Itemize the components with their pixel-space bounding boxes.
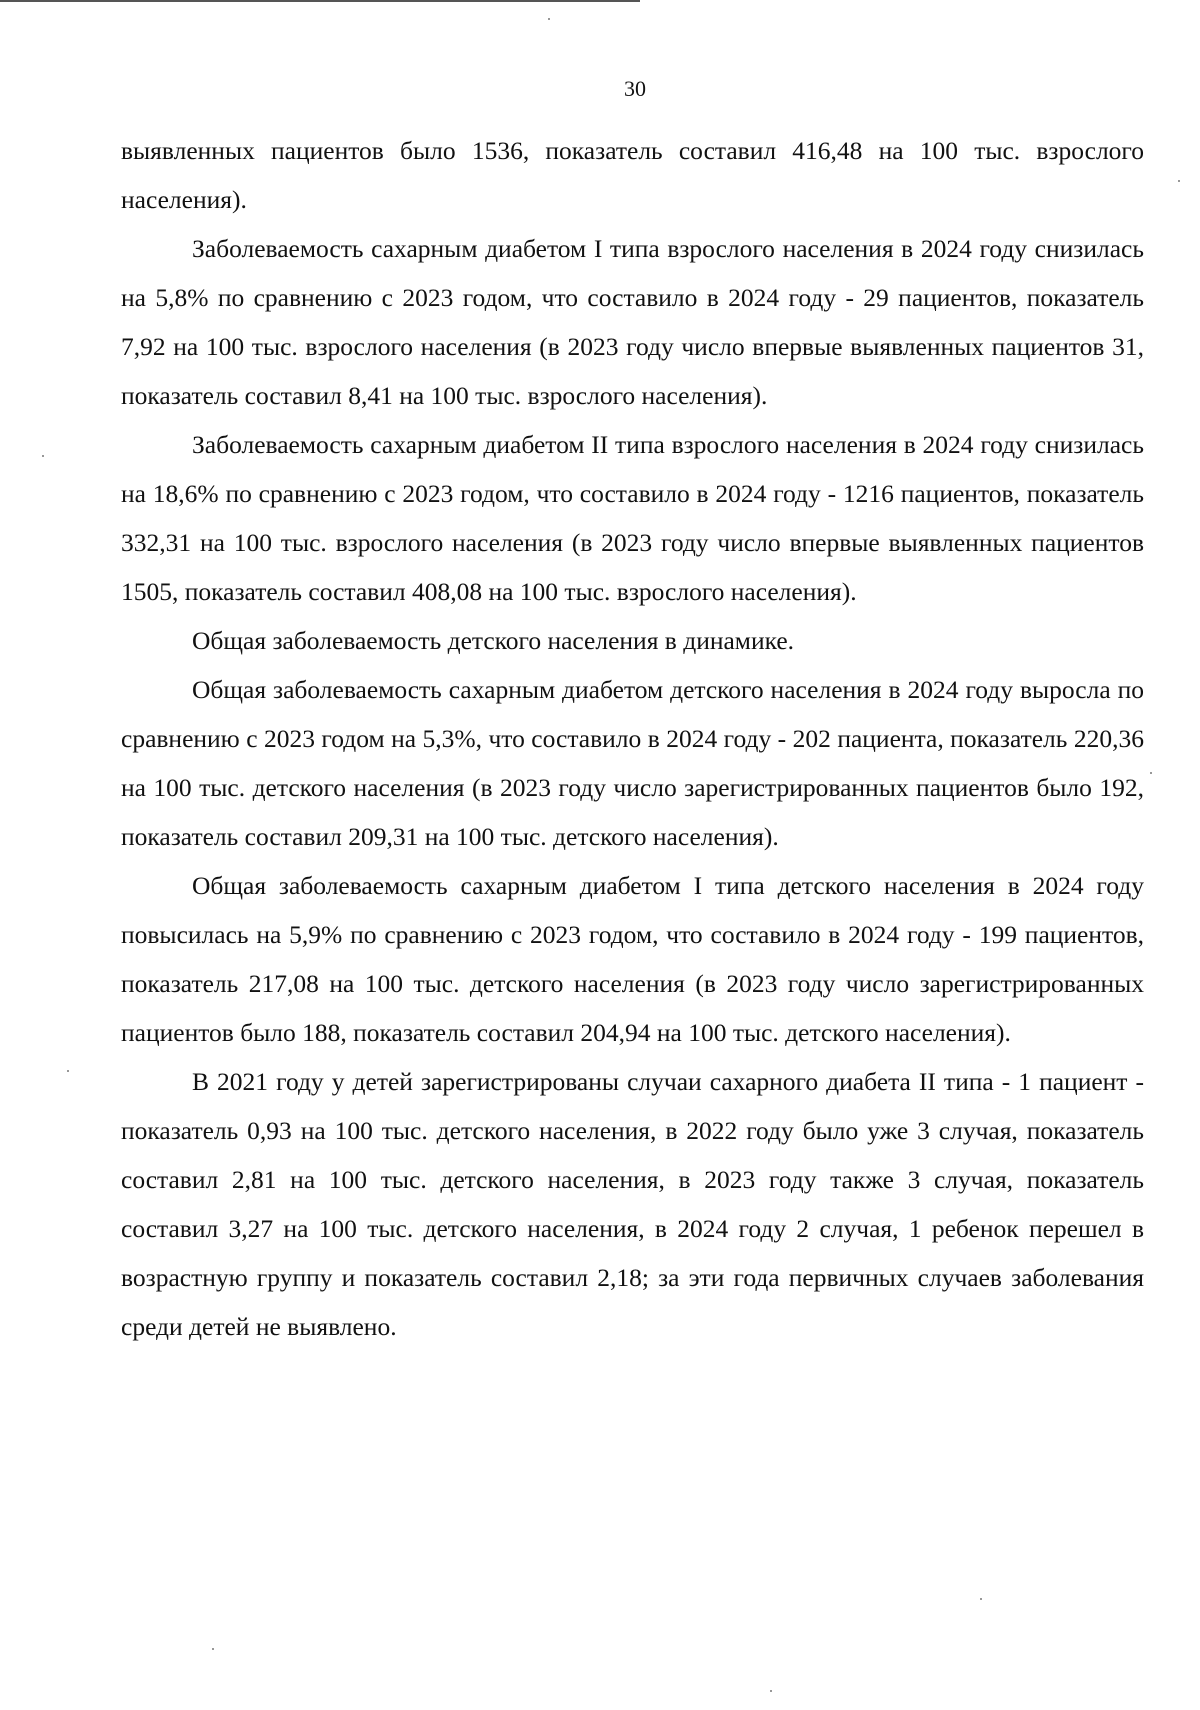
scan-speck (980, 1598, 982, 1600)
scan-speck (42, 455, 44, 457)
scan-speck (1178, 180, 1180, 182)
scan-top-edge-line (0, 0, 640, 2)
paragraph-children-total: Общая заболеваемость сахарным диабетом детского населения в 2024 году выросла по сравнению с 2023 годом на 5,3%, что составило в 2024 году - 202 пациента, показатель 220,36 на 100 тыс. детского населения (в 2023 году число зарегистрированных пациентов было 192, показатель составил 209,31 на 100 тыс. детского населения). (121, 675, 1144, 851)
paragraph-type1-adult: Заболеваемость сахарным диабетом I типа взрослого населения в 2024 году снизилась на 5,8% по сравнению с 2023 годом, что составило в 2024 году - 29 пациентов, показатель 7,92 на 100 тыс. взрослого населения (в 2023 году число впервые выявленных пациентов 31, показатель составил 8,41 на 100 тыс. взрослого населения). (121, 234, 1144, 410)
scan-speck (1150, 772, 1152, 774)
document-body (121, 126, 1144, 1351)
scan-speck (212, 1648, 214, 1650)
scan-speck (770, 1690, 772, 1692)
paragraph-children-heading: Общая заболеваемость детского населения в динамике. (192, 626, 795, 655)
page-number: 30 (624, 76, 646, 101)
paragraph-continuation: выявленных пациентов было 1536, показатель составил 416,48 на 100 тыс. взрослого населения). (121, 136, 1144, 214)
scan-speck (548, 18, 550, 20)
paragraph-children-type2: В 2021 году у детей зарегистрированы случаи сахарного диабета II типа - 1 пациент - показатель 0,93 на 100 тыс. детского населения, в 2022 году было уже 3 случая, показатель составил 2,81 на 100 тыс. детского населения, в 2023 году также 3 случая, показатель составил 3,27 на 100 тыс. детского населения, в 2024 году 2 случая, 1 ребенок перешел в возрастную группу и показатель составил 2,18; за эти года первичных случаев заболевания среди детей не выявлено. (121, 1067, 1144, 1341)
paragraph-children-type1: Общая заболеваемость сахарным диабетом I типа детского населения в 2024 году повысилась на 5,9% по сравнению с 2023 годом, что составило в 2024 году - 199 пациентов, показатель 217,08 на 100 тыс. детского населения (в 2023 году число зарегистрированных пациентов было 188, показатель составил 204,94 на 100 тыс. детского населения). (121, 871, 1144, 1047)
paragraph-type2-adult: Заболеваемость сахарным диабетом II типа взрослого населения в 2024 году снизилась на 18,6% по сравнению с 2023 годом, что составило в 2024 году - 1216 пациентов, показатель 332,31 на 100 тыс. взрослого населения (в 2023 году число впервые выявленных пациентов 1505, показатель составил 408,08 на 100 тыс. взрослого населения). (121, 430, 1144, 606)
scan-speck (67, 1070, 69, 1072)
